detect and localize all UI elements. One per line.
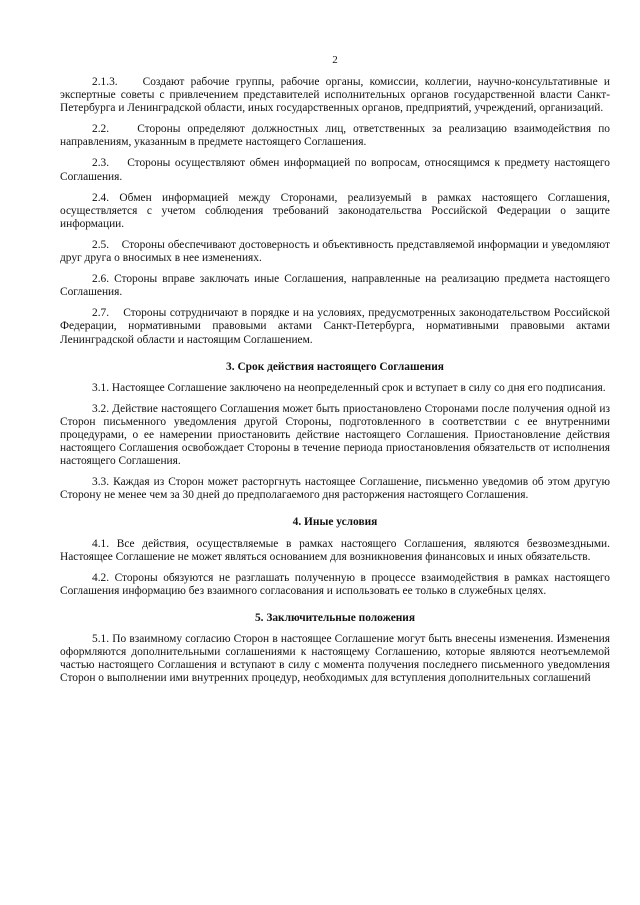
clause-2-6: 2.6. Стороны вправе заключать иные Соглашения, направленные на реализацию предмета настоящего Соглашения.: [60, 273, 610, 299]
section-heading-4: 4. Иные условия: [292, 516, 378, 529]
clause-5-1: 5.1. По взаимному согласию Сторон в настоящее Соглашение могут быть внесены изменения. Изменения оформляются дополнительными соглашениями к настоящему Соглашению, которые являются неотъемлемой частью настоящего Соглашения и вступают в силу с момента получения последнего письменного уведомления Сторон о выполнении ими внутренних процедур, необходимых для вступления дополнительных соглашений: [60, 633, 610, 685]
clause-4-2: 4.2. Стороны обязуются не разглашать полученную в процессе взаимодействия в рамках настоящего Соглашения информацию без взаимного согласования и использовать ее только в служебных целях.: [60, 571, 610, 597]
clause-2-7: 2.7. Стороны сотрудничают в порядке и на условиях, предусмотренных законодательством Российской Федерации, нормативными правовыми актами Санкт-Петербурга, нормативными правовыми актами Ленинградской области и настоящим Соглашением.: [60, 307, 610, 346]
clause-2-4: 2.4. Обмен информацией между Сторонами, реализуемый в рамках настоящего Соглашения, осуществляется с учетом соблюдения требований законодательства Российской Федерации о защите информации.: [60, 191, 610, 230]
clause-3-1: 3.1. Настоящее Соглашение заключено на неопределенный срок и вступает в силу со дня его подписания.: [92, 381, 606, 394]
clause-2-5: 2.5. Стороны обеспечивают достоверность и объективность представляемой информации и уведомляют друг друга о вносимых в нее изменениях.: [60, 238, 610, 265]
clause-2-3: 2.3. Стороны осуществляют обмен информацией по вопросам, относящимся к предмету настоящего Соглашения.: [60, 157, 610, 183]
clause-2-1-3: 2.1.3. Создают рабочие группы, рабочие органы, комиссии, коллегии, научно-консультативные и экспертные советы с привлечением представителей исполнительных органов государственной власти Санкт-Петербурга и Ленинградской области, иных государственных органов, предприятий, учреждений, организаций.: [60, 76, 610, 115]
section-heading-3: 3. Срок действия настоящего Соглашения: [226, 360, 444, 373]
clause-2-2: 2.2. Стороны определяют должностных лиц, ответственных за реализацию взаимодействия по направлениям, указанным в предмете настоящего Соглашения.: [60, 123, 610, 149]
clause-3-2: 3.2. Действие настоящего Соглашения может быть приостановлено Сторонами после получения одной из Сторон письменного уведомления другой Стороны, подготовленного в соответствии с ее внутренними процедурами, о ее намерении приостановить действие настоящего Соглашения. Приостановление действия настоящего Соглашения освобождает Стороны в течение периода приостановления обязательств от исполнения настоящего Соглашения.: [60, 402, 610, 468]
page-number: 2: [332, 54, 338, 66]
clause-3-3: 3.3. Каждая из Сторон может расторгнуть настоящее Соглашение, письменно уведомив об этом другую Сторону не менее чем за 30 дней до предполагаемого дня расторжения настоящего Соглашения.: [60, 476, 610, 502]
clause-4-1: 4.1. Все действия, осуществляемые в рамках настоящего Соглашения, являются безвозмездными. Настоящее Соглашение не может являться основанием для возникновения финансовых и иных обязательств.: [60, 537, 610, 563]
section-heading-5: 5. Заключительные положения: [254, 611, 416, 624]
